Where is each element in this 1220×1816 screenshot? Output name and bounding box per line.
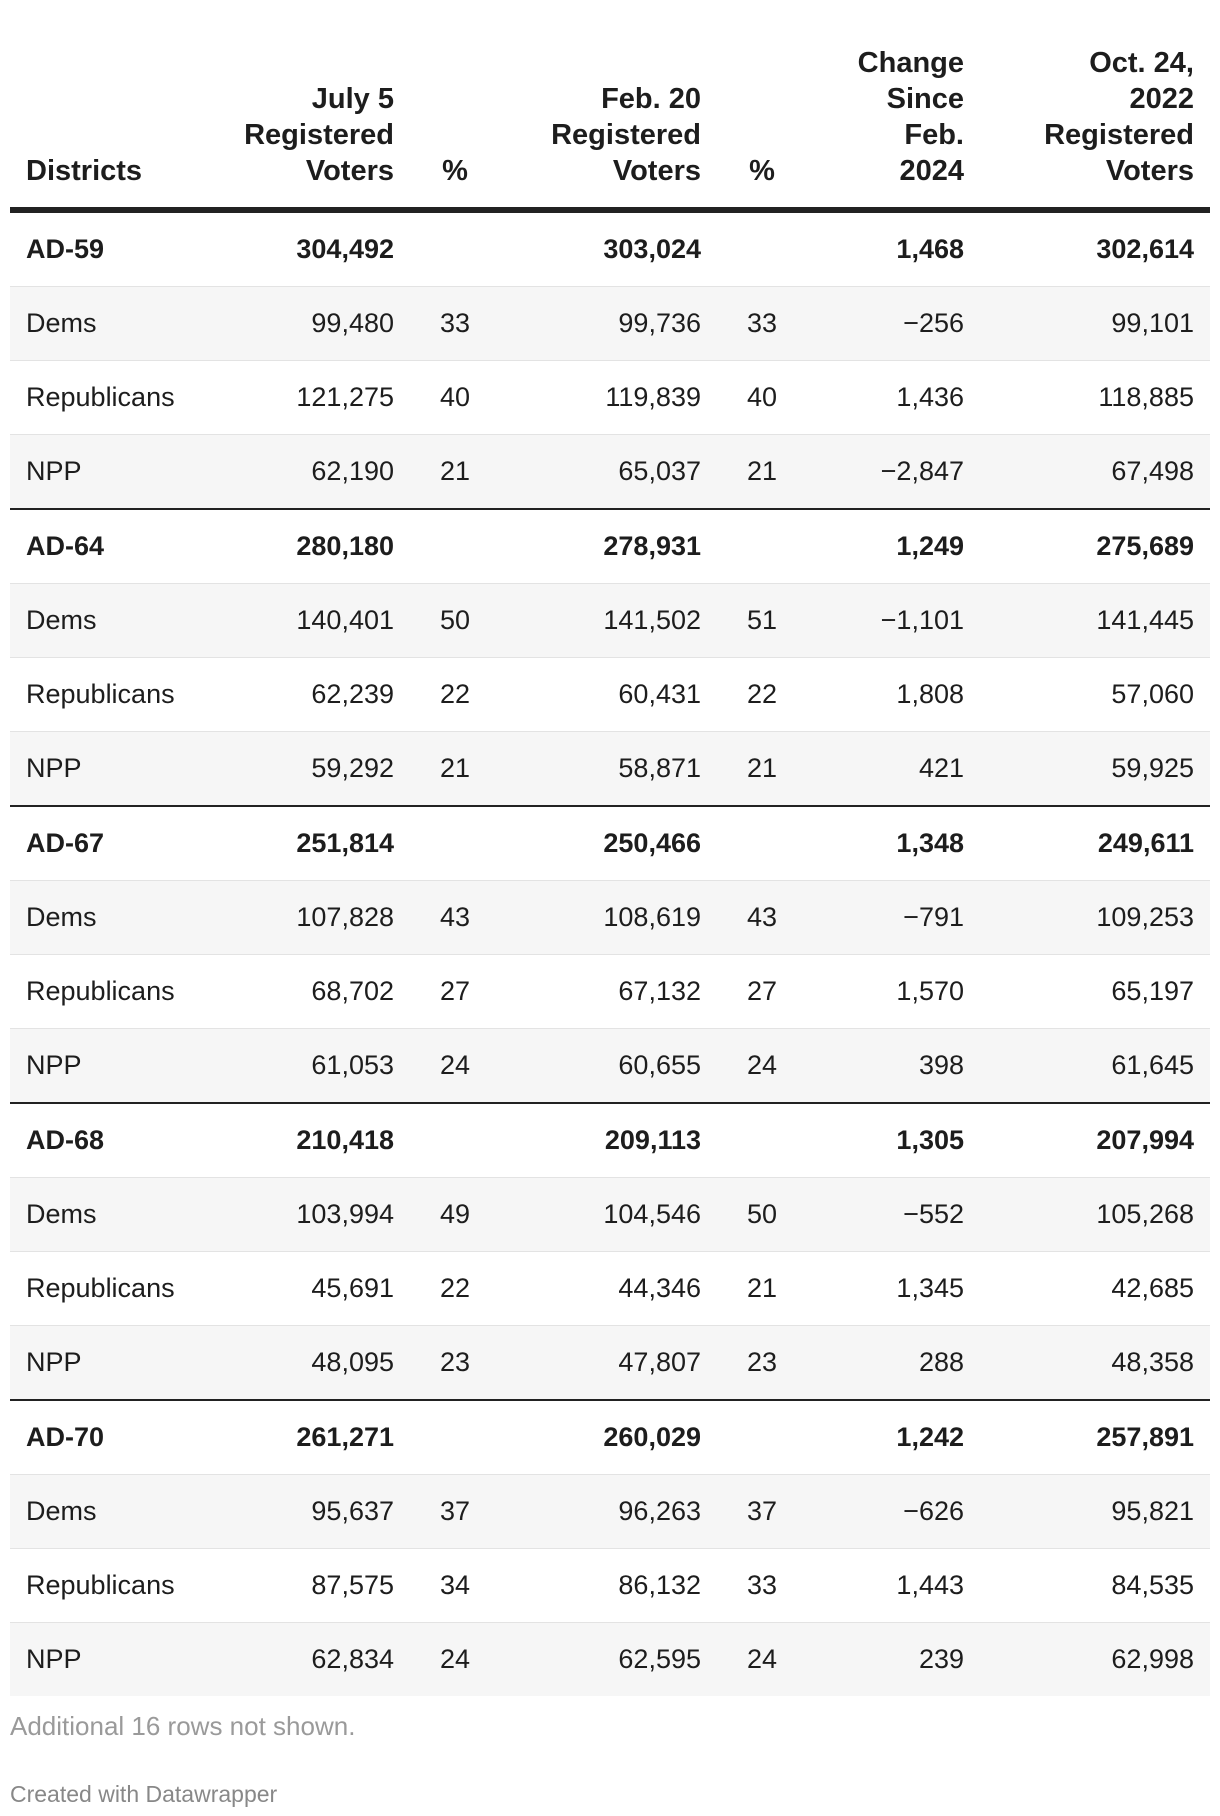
feb20-voters-cell: 62,595 (500, 1623, 717, 1697)
july5-voters-cell: 261,271 (200, 1400, 410, 1475)
july5-pct-cell: 22 (410, 658, 500, 732)
change-cell: 1,436 (807, 361, 980, 435)
july5-pct-cell: 40 (410, 361, 500, 435)
district-cell: Dems (10, 881, 200, 955)
column-header-text: 2024 (899, 155, 964, 187)
column-header[interactable] (500, 0, 717, 210)
column-header-text: Districts (26, 155, 143, 187)
column-header-text: Voters (612, 155, 701, 187)
july5-voters-cell: 45,691 (200, 1252, 410, 1326)
july5-voters-cell: 68,702 (200, 955, 410, 1029)
feb20-pct-cell: 22 (717, 658, 807, 732)
july5-voters-cell: 59,292 (200, 732, 410, 807)
feb20-pct-cell: 33 (717, 1549, 807, 1623)
table-row (10, 1252, 1210, 1326)
july5-pct-cell: 23 (410, 1326, 500, 1401)
feb20-voters-cell: 67,132 (500, 955, 717, 1029)
district-total-row (10, 806, 1210, 881)
july5-voters-cell: 62,190 (200, 435, 410, 510)
feb20-voters-cell: 260,029 (500, 1400, 717, 1475)
july5-pct-cell: 33 (410, 287, 500, 361)
district-cell: Dems (10, 1475, 200, 1549)
change-cell: 288 (807, 1326, 980, 1401)
feb20-pct-cell (717, 806, 807, 881)
district-cell: Republicans (10, 658, 200, 732)
feb20-pct-cell (717, 1103, 807, 1178)
district-cell: Republicans (10, 361, 200, 435)
oct2022-voters-cell: 84,535 (980, 1549, 1210, 1623)
feb20-pct-cell: 43 (717, 881, 807, 955)
table-row (10, 1475, 1210, 1549)
column-header-text: % (749, 155, 775, 187)
column-header[interactable] (717, 0, 807, 210)
table-row (10, 881, 1210, 955)
feb20-voters-cell: 96,263 (500, 1475, 717, 1549)
change-cell: −552 (807, 1178, 980, 1252)
feb20-pct-cell: 40 (717, 361, 807, 435)
change-cell: 1,249 (807, 509, 980, 584)
july5-pct-cell: 34 (410, 1549, 500, 1623)
oct2022-voters-cell: 257,891 (980, 1400, 1210, 1475)
column-header-text: July 5 (311, 83, 394, 115)
july5-pct-cell (410, 806, 500, 881)
feb20-pct-cell: 23 (717, 1326, 807, 1401)
district-total-row (10, 509, 1210, 584)
feb20-pct-cell: 37 (717, 1475, 807, 1549)
july5-voters-cell: 95,637 (200, 1475, 410, 1549)
change-cell: 1,348 (807, 806, 980, 881)
table-row (10, 1029, 1210, 1104)
table-row (10, 732, 1210, 807)
column-header[interactable] (200, 0, 410, 210)
oct2022-voters-cell: 65,197 (980, 955, 1210, 1029)
change-cell: 239 (807, 1623, 980, 1697)
change-cell: 1,570 (807, 955, 980, 1029)
july5-pct-cell (410, 509, 500, 584)
column-header[interactable] (410, 0, 500, 210)
district-cell: AD-59 (10, 210, 200, 287)
column-header-text: Voters (1105, 155, 1194, 187)
district-total-row (10, 1103, 1210, 1178)
table-row (10, 1549, 1210, 1623)
district-total-row (10, 210, 1210, 287)
district-cell: Dems (10, 584, 200, 658)
july5-voters-cell: 140,401 (200, 584, 410, 658)
table-row (10, 584, 1210, 658)
column-header-text: Oct. 24, (1089, 47, 1194, 79)
district-cell: AD-68 (10, 1103, 200, 1178)
table-row (10, 361, 1210, 435)
feb20-voters-cell: 65,037 (500, 435, 717, 510)
feb20-voters-cell: 303,024 (500, 210, 717, 287)
feb20-pct-cell: 24 (717, 1623, 807, 1697)
oct2022-voters-cell: 109,253 (980, 881, 1210, 955)
column-header-text: 2022 (1129, 83, 1194, 115)
table-row (10, 287, 1210, 361)
oct2022-voters-cell: 62,998 (980, 1623, 1210, 1697)
oct2022-voters-cell: 99,101 (980, 287, 1210, 361)
column-header-text: Feb. (904, 119, 964, 151)
july5-voters-cell: 48,095 (200, 1326, 410, 1401)
feb20-voters-cell: 60,655 (500, 1029, 717, 1104)
column-header-text: % (442, 155, 468, 187)
change-cell: 1,468 (807, 210, 980, 287)
column-header[interactable] (980, 0, 1210, 210)
feb20-voters-cell: 209,113 (500, 1103, 717, 1178)
oct2022-voters-cell: 61,645 (980, 1029, 1210, 1104)
district-cell: AD-67 (10, 806, 200, 881)
july5-voters-cell: 121,275 (200, 361, 410, 435)
feb20-voters-cell: 47,807 (500, 1326, 717, 1401)
district-cell: Republicans (10, 1549, 200, 1623)
feb20-voters-cell: 278,931 (500, 509, 717, 584)
feb20-voters-cell: 44,346 (500, 1252, 717, 1326)
change-cell: 421 (807, 732, 980, 807)
july5-pct-cell (410, 1103, 500, 1178)
district-cell: NPP (10, 1029, 200, 1104)
oct2022-voters-cell: 48,358 (980, 1326, 1210, 1401)
change-cell: −626 (807, 1475, 980, 1549)
table-row (10, 658, 1210, 732)
feb20-voters-cell: 86,132 (500, 1549, 717, 1623)
oct2022-voters-cell: 302,614 (980, 210, 1210, 287)
district-cell: Dems (10, 287, 200, 361)
feb20-voters-cell: 58,871 (500, 732, 717, 807)
oct2022-voters-cell: 141,445 (980, 584, 1210, 658)
district-cell: NPP (10, 435, 200, 510)
column-header-text: Registered (244, 119, 394, 151)
july5-pct-cell: 22 (410, 1252, 500, 1326)
july5-voters-cell: 304,492 (200, 210, 410, 287)
oct2022-voters-cell: 95,821 (980, 1475, 1210, 1549)
july5-voters-cell: 107,828 (200, 881, 410, 955)
district-cell: NPP (10, 732, 200, 807)
feb20-voters-cell: 250,466 (500, 806, 717, 881)
table-row (10, 1326, 1210, 1401)
change-cell: −256 (807, 287, 980, 361)
feb20-pct-cell (717, 1400, 807, 1475)
column-header-text: Voters (305, 155, 394, 187)
table-row (10, 955, 1210, 1029)
oct2022-voters-cell: 118,885 (980, 361, 1210, 435)
district-cell: NPP (10, 1326, 200, 1401)
feb20-voters-cell: 108,619 (500, 881, 717, 955)
change-cell: 1,808 (807, 658, 980, 732)
feb20-voters-cell: 99,736 (500, 287, 717, 361)
district-cell: Republicans (10, 955, 200, 1029)
oct2022-voters-cell: 275,689 (980, 509, 1210, 584)
july5-voters-cell: 210,418 (200, 1103, 410, 1178)
change-cell: 1,305 (807, 1103, 980, 1178)
oct2022-voters-cell: 42,685 (980, 1252, 1210, 1326)
column-header-text: Feb. 20 (601, 83, 701, 115)
july5-voters-cell: 87,575 (200, 1549, 410, 1623)
feb20-voters-cell: 119,839 (500, 361, 717, 435)
feb20-pct-cell: 21 (717, 732, 807, 807)
july5-pct-cell: 37 (410, 1475, 500, 1549)
july5-voters-cell: 99,480 (200, 287, 410, 361)
column-header-text: Since (886, 83, 964, 115)
column-header[interactable] (807, 0, 980, 210)
change-cell: −1,101 (807, 584, 980, 658)
header-row (10, 0, 1210, 210)
july5-pct-cell: 24 (410, 1623, 500, 1697)
july5-pct-cell: 50 (410, 584, 500, 658)
july5-voters-cell: 62,239 (200, 658, 410, 732)
oct2022-voters-cell: 67,498 (980, 435, 1210, 510)
registration-table (10, 0, 1210, 1696)
feb20-pct-cell: 21 (717, 435, 807, 510)
district-cell: AD-70 (10, 1400, 200, 1475)
oct2022-voters-cell: 207,994 (980, 1103, 1210, 1178)
july5-pct-cell: 21 (410, 435, 500, 510)
datawrapper-credit[interactable]: Created with Datawrapper (10, 1781, 278, 1807)
table-row (10, 1178, 1210, 1252)
change-cell: −2,847 (807, 435, 980, 510)
table-container (10, 0, 1210, 1696)
column-header-text: Registered (551, 119, 701, 151)
district-cell: NPP (10, 1623, 200, 1697)
table-row (10, 1623, 1210, 1697)
july5-pct-cell: 21 (410, 732, 500, 807)
feb20-pct-cell: 21 (717, 1252, 807, 1326)
district-total-row (10, 1400, 1210, 1475)
change-cell: 398 (807, 1029, 980, 1104)
feb20-voters-cell: 60,431 (500, 658, 717, 732)
district-cell: Republicans (10, 1252, 200, 1326)
july5-pct-cell (410, 210, 500, 287)
table-row (10, 435, 1210, 510)
feb20-pct-cell: 50 (717, 1178, 807, 1252)
feb20-pct-cell (717, 210, 807, 287)
feb20-voters-cell: 141,502 (500, 584, 717, 658)
column-header-text: Registered (1044, 119, 1194, 151)
july5-pct-cell: 43 (410, 881, 500, 955)
july5-voters-cell: 61,053 (200, 1029, 410, 1104)
change-cell: 1,443 (807, 1549, 980, 1623)
july5-voters-cell: 103,994 (200, 1178, 410, 1252)
feb20-pct-cell: 33 (717, 287, 807, 361)
oct2022-voters-cell: 249,611 (980, 806, 1210, 881)
july5-pct-cell: 24 (410, 1029, 500, 1104)
feb20-pct-cell: 27 (717, 955, 807, 1029)
column-header[interactable] (10, 0, 200, 210)
oct2022-voters-cell: 57,060 (980, 658, 1210, 732)
oct2022-voters-cell: 105,268 (980, 1178, 1210, 1252)
column-header-text: Change (857, 47, 964, 79)
feb20-pct-cell (717, 509, 807, 584)
feb20-pct-cell: 24 (717, 1029, 807, 1104)
july5-pct-cell: 49 (410, 1178, 500, 1252)
july5-voters-cell: 251,814 (200, 806, 410, 881)
feb20-pct-cell: 51 (717, 584, 807, 658)
july5-voters-cell: 62,834 (200, 1623, 410, 1697)
change-cell: 1,345 (807, 1252, 980, 1326)
july5-voters-cell: 280,180 (200, 509, 410, 584)
oct2022-voters-cell: 59,925 (980, 732, 1210, 807)
july5-pct-cell (410, 1400, 500, 1475)
july5-pct-cell: 27 (410, 955, 500, 1029)
feb20-voters-cell: 104,546 (500, 1178, 717, 1252)
change-cell: 1,242 (807, 1400, 980, 1475)
rows-not-shown-note: Additional 16 rows not shown. (10, 1711, 356, 1741)
table-body (10, 210, 1210, 1696)
district-cell: AD-64 (10, 509, 200, 584)
district-cell: Dems (10, 1178, 200, 1252)
change-cell: −791 (807, 881, 980, 955)
